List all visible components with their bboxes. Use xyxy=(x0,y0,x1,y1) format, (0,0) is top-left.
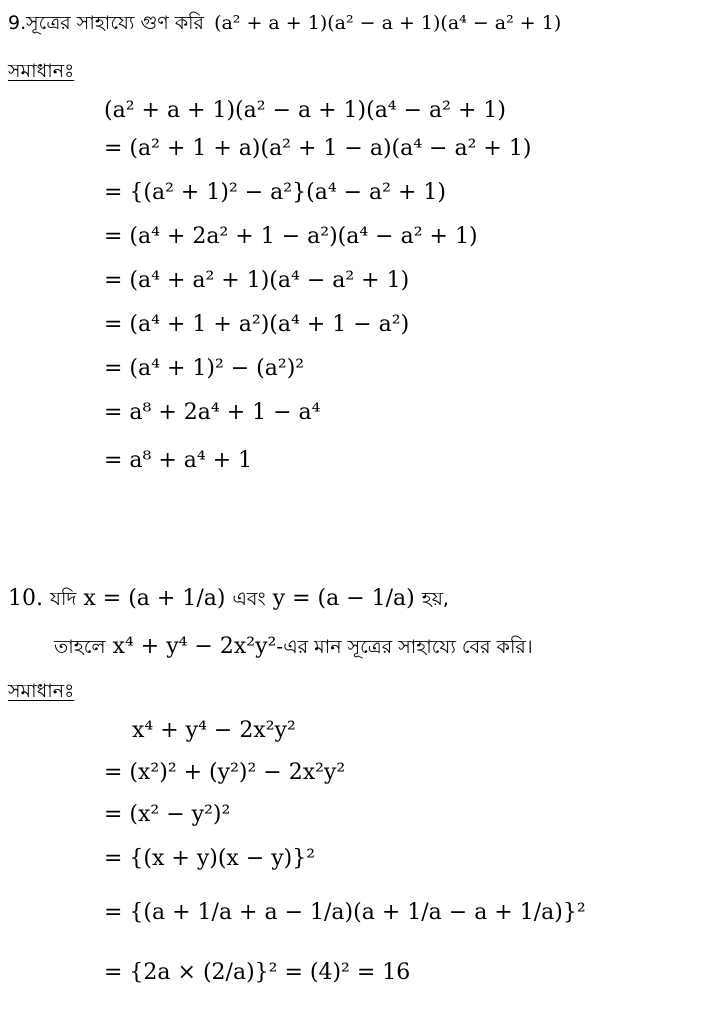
problem-9-step: = (a⁴ + 1 + a²)(a⁴ + 1 − a²) xyxy=(104,312,410,337)
problem-10-target-expression: x⁴ + y⁴ − 2x²y² xyxy=(112,634,277,659)
problem-10-word-then: তাহলে xyxy=(54,636,106,658)
problem-9-solution-heading: সমাধানঃ xyxy=(8,60,75,82)
problem-9-step: (a² + a + 1)(a² − a + 1)(a⁴ − a² + 1) xyxy=(104,98,506,123)
problem-9-step: = a⁸ + 2a⁴ + 1 − a⁴ xyxy=(104,400,321,425)
problem-10-statement-line-2 xyxy=(54,632,533,662)
problem-10-question-text: -এর মান সূত্রের সাহায্যে বের করি। xyxy=(276,636,533,658)
problem-10-word-and: এবং xyxy=(232,588,266,610)
problem-10-step: = {2a × (2/a)}² = (4)² = 16 xyxy=(104,960,411,985)
problem-9-step: = {(a² + 1)² − a²}(a⁴ − a² + 1) xyxy=(104,180,446,205)
problem-9-step: = (a⁴ + 1)² − (a²)² xyxy=(104,356,305,381)
problem-10-step: = (x²)² + (y²)² − 2x²y² xyxy=(104,760,346,785)
problem-10-x-definition: x = (a + 1/a) xyxy=(83,586,226,611)
problem-10-word-if: যদি xyxy=(50,588,77,610)
problem-9-statement-text: 9.সূত্রের সাহায্যে গুণ করি xyxy=(8,12,205,34)
problem-9-step: = (a⁴ + 2a² + 1 − a²)(a⁴ − a² + 1) xyxy=(104,224,478,249)
problem-10-step: = {(x + y)(x − y)}² xyxy=(104,846,316,871)
problem-10-solution-heading: সমাধানঃ xyxy=(8,680,75,702)
problem-10-word-is: হয়, xyxy=(421,588,449,610)
problem-10-number: 10. xyxy=(8,586,43,611)
problem-9-step: = (a² + 1 + a)(a² + 1 − a)(a⁴ − a² + 1) xyxy=(104,136,532,161)
problem-10-step: = {(a + 1/a + a − 1/a)(a + 1/a − a + 1/a)}² xyxy=(104,900,586,925)
problem-9-statement-expression: (a² + a + 1)(a² − a + 1)(a⁴ − a² + 1) xyxy=(214,12,562,34)
problem-9-statement xyxy=(8,10,561,36)
problem-10-step: x⁴ + y⁴ − 2x²y² xyxy=(132,718,296,743)
problem-9-step: = (a⁴ + a² + 1)(a⁴ − a² + 1) xyxy=(104,268,410,293)
problem-9-step: = a⁸ + a⁴ + 1 xyxy=(104,448,253,473)
problem-10-y-definition: y = (a − 1/a) xyxy=(272,586,415,611)
problem-10-step: = (x² − y²)² xyxy=(104,802,231,827)
problem-10-statement-line-1 xyxy=(8,584,449,614)
